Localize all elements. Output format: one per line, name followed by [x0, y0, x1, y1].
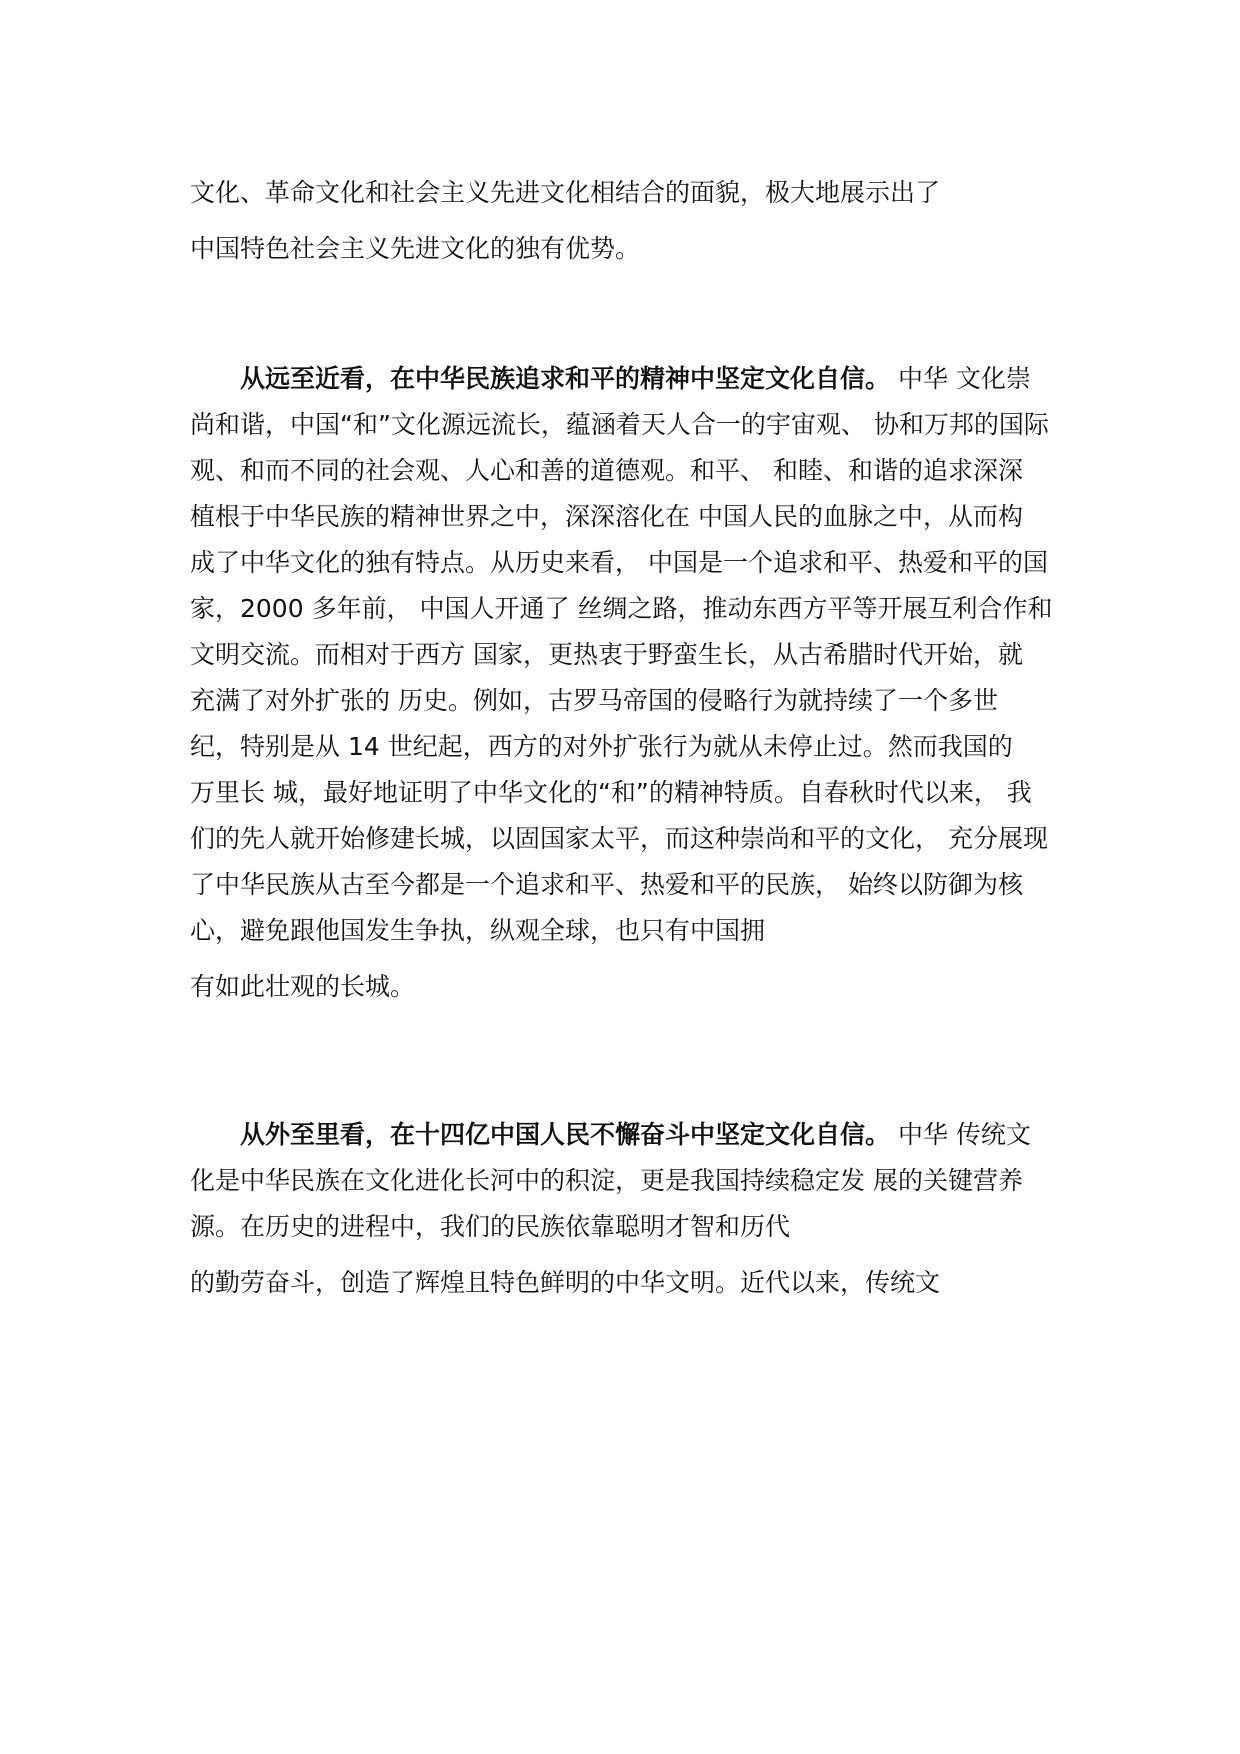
paragraph-first-line [240, 362, 1031, 396]
text-line: 纪，特别是从 14 世纪起，西方的对外扩张行为就从未停止过。然而我国的 [190, 732, 1013, 761]
text-line: 家，2000 多年前， 中国人开通了 丝绸之路，推动东西方平等开展互利合作和 [190, 594, 1053, 623]
text-line: 观、和而不同的社会观、人心和善的道德观。和平、 和睦、和谐的追求深深 [190, 456, 1023, 485]
text-line: 植根于中华民族的精神世界之中，深深溶化在 中国人民的血脉之中，从而构 [190, 502, 1023, 531]
text-line: 化是中华民族在文化进化长河中的积淀，更是我国持续稳定发 展的关键营养 [190, 1166, 1023, 1195]
text-line: 了中华民族从古至今都是一个追求和平、热爱和平的民族， 始终以防御为核 [190, 870, 1023, 899]
text-line: 成了中华文化的独有特点。从历史来看， 中国是一个追求和平、热爱和平的国 [190, 548, 1048, 577]
text-line: 心，避免跟他国发生争执，纵观全球，也只有中国拥 [190, 916, 766, 945]
paragraph-first-line [240, 1118, 1031, 1152]
text-fragment: 中华 文化崇 [890, 364, 1031, 393]
text-line: 们的先人就开始修建长城，以固国家太平，而这种崇尚和平的文化， 充分展现 [190, 824, 1048, 853]
text-fragment: 中华 传统文 [890, 1120, 1031, 1149]
text-line: 尚和谐，中国“和”文化源远流长，蕴涵着天人合一的宇宙观、 协和万邦的国际 [190, 410, 1049, 439]
section-heading: 从外至里看，在十四亿中国人民不懈奋斗中坚定文化自信。 [240, 1120, 891, 1149]
text-line: 文明交流。而相对于西方 国家，更热衷于野蛮生长，从古希腊时代开始，就 [190, 640, 1023, 669]
section-heading: 从远至近看，在中华民族追求和平的精神中坚定文化自信。 [240, 364, 891, 393]
text-line: 充满了对外扩张的 历史。例如，古罗马帝国的侵略行为就持续了一个多世 [190, 686, 998, 715]
text-line: 有如此壮观的长城。 [190, 972, 416, 1001]
text-line: 中国特色社会主义先进文化的独有优势。 [190, 234, 641, 263]
text-line: 文化、革命文化和社会主义先进文化相结合的面貌，极大地展示出了 [190, 178, 941, 207]
text-line: 的勤劳奋斗，创造了辉煌且特色鲜明的中华文明。近代以来，传统文 [190, 1268, 941, 1297]
text-line: 万里长 城，最好地证明了中华文化的“和”的精神特质。自春秋时代以来， 我 [190, 778, 1032, 807]
text-line: 源。在历史的进程中，我们的民族依靠聪明才智和历代 [190, 1212, 791, 1241]
